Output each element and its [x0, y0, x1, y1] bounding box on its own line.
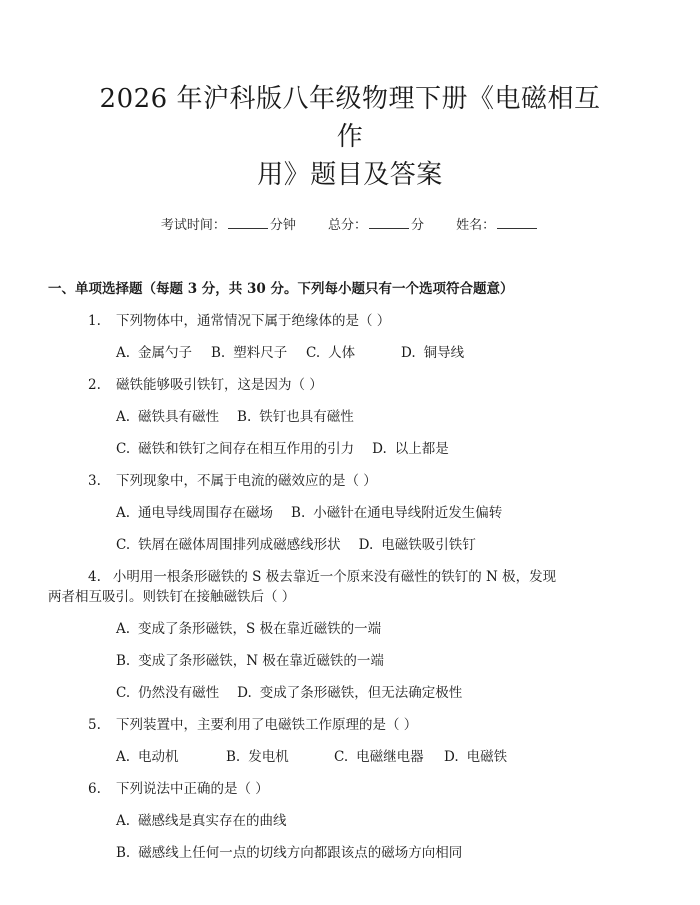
- option-c[interactable]: [116, 535, 341, 555]
- option-text: 磁铁和铁钉之间存在相互作用的引力: [138, 441, 355, 457]
- question-3: [88, 471, 612, 491]
- option-text: 铜导线: [423, 345, 465, 361]
- total-score-field: [328, 216, 424, 235]
- option-text: 仍然没有磁性: [138, 685, 220, 701]
- question-4: [48, 567, 612, 607]
- option-d[interactable]: [401, 343, 464, 363]
- option-a[interactable]: [116, 747, 226, 767]
- exam-time-blank[interactable]: [228, 216, 268, 229]
- option-letter: D.: [401, 345, 416, 361]
- title-line-2: 用》题目及答案: [257, 160, 443, 190]
- question-2-options-row-1: [116, 407, 612, 427]
- option-letter: B.: [291, 505, 306, 521]
- question-2-options-row-2: [116, 439, 612, 459]
- question-5: [88, 715, 612, 735]
- option-letter: A.: [116, 345, 131, 361]
- option-d[interactable]: [372, 439, 449, 459]
- question-text-line-1: 小明用一根条形磁铁的 S 极去靠近一个原来没有磁性的铁钉的 N 极，发现: [112, 569, 557, 585]
- option-b[interactable]: [116, 843, 462, 863]
- option-a[interactable]: [116, 619, 381, 639]
- option-a[interactable]: [116, 811, 287, 831]
- option-text: 电动机: [138, 749, 179, 765]
- option-letter: B.: [116, 845, 131, 861]
- total-score-blank[interactable]: [369, 216, 409, 229]
- question-number: 2.: [88, 377, 101, 393]
- question-1: [88, 311, 612, 331]
- option-d[interactable]: [237, 683, 462, 703]
- option-text: 铁钉也具有磁性: [259, 409, 354, 425]
- question-3-options-row-2: [116, 535, 612, 555]
- question-number: 5.: [88, 717, 101, 733]
- option-text: 塑料尺子: [233, 345, 288, 361]
- option-letter: C.: [116, 537, 131, 553]
- question-6: [88, 779, 612, 799]
- question-text: 下列现象中，不属于电流的磁效应的是（ ）: [116, 473, 377, 489]
- option-text: 磁感线是真实存在的曲线: [138, 813, 287, 829]
- student-name-field: [456, 216, 539, 235]
- section-heading: 一、单项选择题（每题 3 分，共 30 分。下列每小题只有一个选项符合题意）: [48, 281, 514, 297]
- exam-time-label: 考试时间：: [160, 218, 226, 233]
- question-number: 1.: [88, 313, 101, 329]
- option-letter: D.: [358, 537, 374, 553]
- option-text: 变成了条形磁铁，但无法确定极性: [259, 685, 463, 701]
- option-b[interactable]: [116, 651, 384, 671]
- question-5-options: [116, 747, 612, 767]
- question-text-line-2: 两者相互吸引。则铁钉在接触磁铁后（ ）: [48, 589, 296, 605]
- student-name-blank[interactable]: [497, 216, 537, 229]
- question-4-options-row-2: [116, 651, 612, 671]
- option-text: 发电机: [248, 749, 289, 765]
- option-b[interactable]: [237, 407, 354, 427]
- question-6-options-row-2: [116, 843, 612, 863]
- question-number: 6.: [88, 781, 101, 797]
- option-text: 人体: [328, 345, 356, 361]
- page-title: [88, 80, 612, 194]
- option-letter: C.: [116, 685, 131, 701]
- option-text: 金属勺子: [138, 345, 193, 361]
- option-letter: D.: [237, 685, 252, 701]
- option-text: 通电导线周围存在磁场: [138, 505, 274, 521]
- option-a[interactable]: [116, 343, 211, 363]
- question-text: 磁铁能够吸引铁钉，这是因为（ ）: [116, 377, 323, 393]
- title-line-1: 2026 年沪科版八年级物理下册《电磁相互作: [99, 84, 601, 152]
- option-d[interactable]: [359, 535, 476, 555]
- option-b[interactable]: [291, 503, 502, 523]
- question-3-options-row-1: [116, 503, 612, 523]
- option-c[interactable]: [334, 747, 444, 767]
- question-text: 下列物体中，通常情况下属于绝缘体的是（ ）: [116, 313, 391, 329]
- option-letter: A.: [116, 813, 131, 829]
- option-c[interactable]: [306, 343, 401, 363]
- option-letter: B.: [226, 749, 241, 765]
- question-4-options-row-3: [116, 683, 612, 703]
- question-1-options: [116, 343, 612, 363]
- option-text: 变成了条形磁铁，N 极在靠近磁铁的一端: [138, 653, 384, 669]
- question-number: 4.: [88, 569, 101, 585]
- option-letter: C.: [334, 749, 349, 765]
- option-letter: D.: [372, 441, 387, 457]
- total-score-label: 总分：: [327, 218, 367, 233]
- option-text: 磁铁具有磁性: [138, 409, 220, 425]
- option-a[interactable]: [116, 407, 219, 427]
- option-text: 铁屑在磁体周围排列成磁感线形状: [138, 537, 341, 553]
- option-letter: A.: [116, 621, 131, 637]
- option-c[interactable]: [116, 439, 354, 459]
- option-b[interactable]: [211, 343, 306, 363]
- question-4-options-row-1: [116, 619, 612, 639]
- total-score-unit: 分: [411, 218, 425, 233]
- option-text: 磁感线上任何一点的切线方向都跟该点的磁场方向相同: [138, 845, 463, 861]
- exam-time-unit: 分钟: [269, 218, 296, 233]
- option-letter: D.: [444, 749, 459, 765]
- question-text: 下列说法中正确的是（ ）: [116, 781, 269, 797]
- option-c[interactable]: [116, 683, 219, 703]
- exam-meta: [88, 216, 612, 235]
- option-letter: C.: [306, 345, 321, 361]
- option-text: 电磁继电器: [356, 749, 424, 765]
- question-text: 下列装置中，主要利用了电磁铁工作原理的是（ ）: [116, 717, 418, 733]
- option-letter: B.: [211, 345, 226, 361]
- option-letter: A.: [116, 749, 131, 765]
- exam-time-field: [161, 216, 296, 235]
- question-2: [88, 375, 612, 395]
- option-text: 以上都是: [394, 441, 449, 457]
- option-letter: A.: [116, 409, 131, 425]
- option-text: 变成了条形磁铁，S 极在靠近磁铁的一端: [138, 621, 382, 637]
- option-letter: A.: [116, 505, 131, 521]
- option-letter: B.: [237, 409, 252, 425]
- option-a[interactable]: [116, 503, 273, 523]
- question-6-options-row-1: [116, 811, 612, 831]
- option-letter: B.: [116, 653, 131, 669]
- student-name-label: 姓名：: [456, 218, 496, 233]
- option-b[interactable]: [226, 747, 334, 767]
- option-text: 电磁铁: [466, 749, 508, 765]
- option-letter: C.: [116, 441, 131, 457]
- question-number: 3.: [88, 473, 101, 489]
- option-text: 电磁铁吸引铁钉: [381, 537, 476, 553]
- option-text: 小磁针在通电导线附近发生偏转: [313, 505, 503, 521]
- option-d[interactable]: [444, 747, 507, 767]
